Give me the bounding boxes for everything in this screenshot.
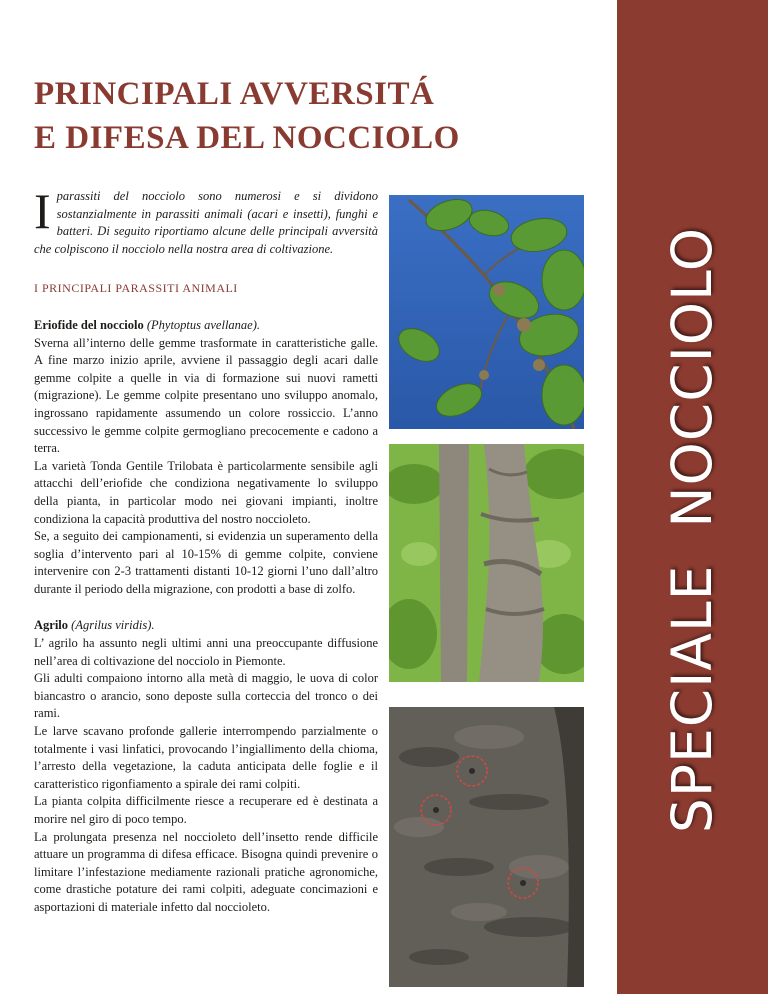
entry-paragraph: Se, a seguito dei campionamenti, si evidenzia un superamento della soglia d’intervento pari al 10-15% di gemme colpite, conviene intervenire con 2-3 trattamenti distanti 10-12 giorni l’uno dall’altro durante il periodo della migrazione, con prodotti a base di zolfo. <box>34 529 378 596</box>
entry-paragraph: L’ agrilo ha assunto negli ultimi anni una preoccupante diffusione nell’area di coltivazione del nocciolo in Piemonte. <box>34 636 378 668</box>
spiral-swollen-branch-photo <box>389 444 584 682</box>
entry-eriofide <box>34 317 378 599</box>
entry-term: Eriofide del nocciolo <box>34 317 144 332</box>
entry-term: Agrilo <box>34 618 69 633</box>
entry-paragraph: La varietà Tonda Gentile Trilobata è particolarmente sensibile agli attacchi dell’eriofide che condiziona negativamente lo sviluppo della pianta, in particolar modo nei giovani impianti, inoltre condiziona la capacità produttiva del nostro noccioleto. <box>34 458 378 526</box>
entry-latin-name: (Agrilus viridis). <box>71 618 155 633</box>
entry-paragraph: Le larve scavano profonde gallerie interrompendo parzialmente o totalmente i vasi linfatici, provocando l’ingiallimento della chioma, l’arresto della vegetazione, la caduta anticipata delle foglie e il caratteristico rigonfiamento a spirale dei rami colpiti. <box>34 724 378 791</box>
entry-heading <box>34 317 378 335</box>
page-title-line-2: E DIFESA DEL NOCCIOLO <box>34 120 460 156</box>
entry-heading <box>34 617 378 635</box>
page-title <box>34 72 594 160</box>
page-title-line-1: PRINCIPALI AVVERSITÁ <box>34 76 435 112</box>
hazelnut-branch-galls-photo <box>389 195 584 429</box>
intro-paragraph <box>34 183 378 258</box>
entry-paragraph: La prolungata presenza nel noccioleto dell’insetto rende difficile attuare un programma di difesa efficace. Bisogna quindi prevenire o limitare l’infestazione mediamente razionali pratiche agronomiche, come drastiche potature dei rami colpiti, adeguate concimazioni e asportazioni di materiale infetto dal noccioleto. <box>34 829 378 914</box>
bark-exit-holes-photo <box>389 707 584 987</box>
entry-paragraph: La pianta colpita difficilmente riesce a recuperare ed è destinata a morire nel giro di poco tempo. <box>34 794 378 826</box>
intro-text: parassiti del nocciolo sono numerosi e si dividono sostanzialmente in parassiti animali (acari e insetti), funghi e batteri. Di seguito riportiamo alcune delle principali avversità che colpiscono il nocciolo nella nostra area di coltivazione. <box>34 189 378 256</box>
side-label: SPECIALE NOCCIOLO <box>660 226 724 834</box>
entry-paragraph: Gli adulti compaiono intorno alla metà di maggio, le uova di color biancastro o arancio, sono deposte sulla corteccia del tronco o dei rami. <box>34 671 378 721</box>
entry-latin-name: (Phytoptus avellanae). <box>146 317 261 332</box>
drop-cap: I <box>34 183 51 239</box>
section-heading: I PRINCIPALI PARASSITI ANIMALI <box>34 281 238 296</box>
article-body <box>34 183 378 936</box>
entry-agrilo <box>34 617 378 916</box>
entry-paragraph: Sverna all’interno delle gemme trasformate in caratteristiche galle. A fine marzo inizio aprile, avviene il passaggio degli acari dalle gemme colpite a quelle in via di formazione sui nuovi rametti (migrazione). Le gemme colpite presentano uno sviluppo anomalo, ingrossano rapidamente assumendo un colore rossiccio. L’anno successivo le gemme colpite germogliano precocemente e cadono a terra. <box>34 335 378 456</box>
